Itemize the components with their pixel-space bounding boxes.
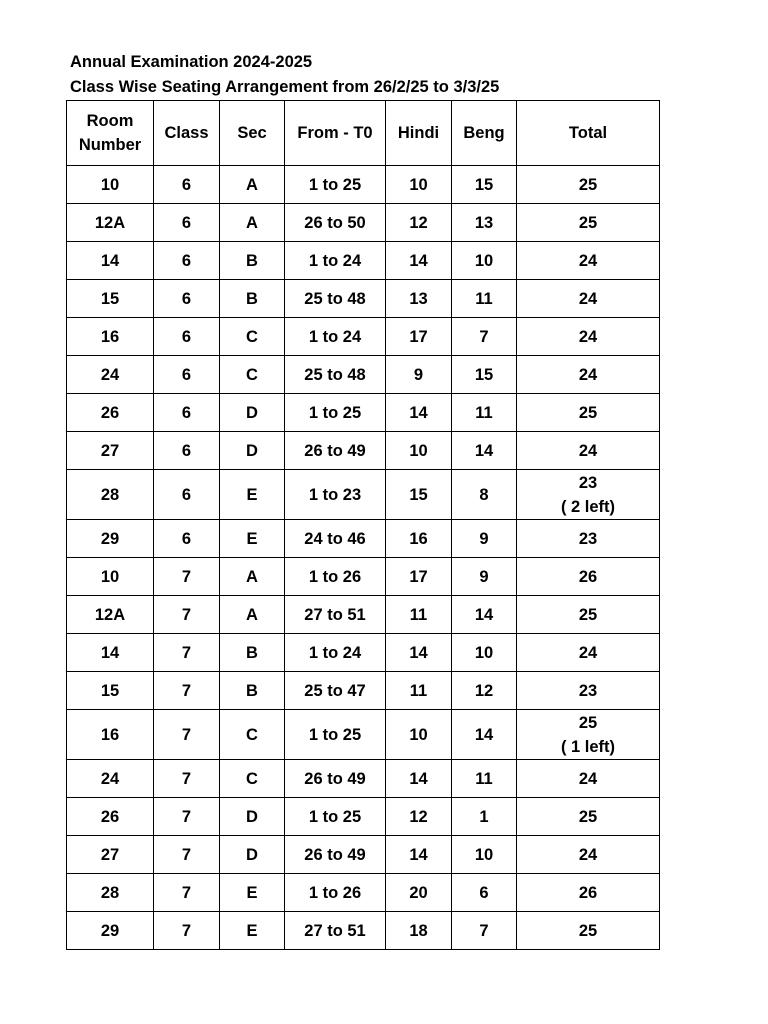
cell-beng: 12 (452, 672, 517, 710)
cell-from-to: 1 to 25 (285, 166, 386, 204)
cell-beng: 14 (452, 432, 517, 470)
cell-room-number: 14 (67, 634, 154, 672)
cell-from-to: 25 to 47 (285, 672, 386, 710)
cell-beng: 11 (452, 760, 517, 798)
table-row (67, 204, 660, 242)
seating-table (66, 100, 660, 950)
cell-hindi: 20 (386, 874, 452, 912)
cell-class: 7 (154, 596, 220, 634)
cell-room-number: 27 (67, 836, 154, 874)
cell-class: 6 (154, 432, 220, 470)
cell-class: 6 (154, 356, 220, 394)
cell-from-to: 1 to 26 (285, 558, 386, 596)
cell-class: 6 (154, 470, 220, 520)
cell-class: 7 (154, 798, 220, 836)
header-beng: Beng (452, 101, 517, 166)
table-row (67, 710, 660, 760)
header-class: Class (154, 101, 220, 166)
cell-class: 7 (154, 558, 220, 596)
cell-sec: E (220, 874, 285, 912)
cell-sec: D (220, 836, 285, 874)
cell-hindi: 10 (386, 432, 452, 470)
cell-total-value: 25 (578, 713, 598, 732)
cell-class: 6 (154, 394, 220, 432)
cell-class: 6 (154, 204, 220, 242)
cell-class: 7 (154, 874, 220, 912)
cell-from-to: 25 to 48 (285, 280, 386, 318)
table-row (67, 760, 660, 798)
cell-beng: 9 (452, 558, 517, 596)
cell-total: 24 (517, 318, 660, 356)
table-row (67, 356, 660, 394)
cell-from-to: 1 to 25 (285, 710, 386, 760)
cell-room-number: 26 (67, 798, 154, 836)
cell-from-to: 1 to 24 (285, 318, 386, 356)
cell-class: 7 (154, 672, 220, 710)
cell-hindi: 10 (386, 710, 452, 760)
document-title: Annual Examination 2024-2025 (70, 53, 313, 71)
header-total: Total (517, 101, 660, 166)
cell-total-value: 23 (578, 473, 598, 492)
cell-beng: 11 (452, 394, 517, 432)
cell-from-to: 1 to 24 (285, 634, 386, 672)
cell-hindi: 14 (386, 836, 452, 874)
table-header-row (67, 101, 660, 166)
cell-sec: E (220, 520, 285, 558)
cell-sec: A (220, 596, 285, 634)
cell-hindi: 11 (386, 596, 452, 634)
cell-room-number: 10 (67, 558, 154, 596)
cell-from-to: 1 to 23 (285, 470, 386, 520)
cell-room-number: 12A (67, 596, 154, 634)
cell-class: 6 (154, 242, 220, 280)
cell-hindi: 14 (386, 242, 452, 280)
cell-room-number: 12A (67, 204, 154, 242)
cell-class: 6 (154, 520, 220, 558)
table-row (67, 166, 660, 204)
cell-sec: E (220, 470, 285, 520)
cell-sec: B (220, 634, 285, 672)
cell-beng: 14 (452, 596, 517, 634)
cell-room-number: 24 (67, 760, 154, 798)
cell-beng: 7 (452, 912, 517, 950)
cell-total: 24 (517, 242, 660, 280)
cell-from-to: 26 to 49 (285, 432, 386, 470)
cell-beng: 10 (452, 836, 517, 874)
table-row (67, 836, 660, 874)
cell-total-note: ( 1 left) (560, 737, 616, 756)
table-row (67, 318, 660, 356)
cell-hindi: 10 (386, 166, 452, 204)
cell-room-number: 26 (67, 394, 154, 432)
cell-room-number: 24 (67, 356, 154, 394)
cell-class: 6 (154, 318, 220, 356)
table-row (67, 672, 660, 710)
header-room-line1: Room (86, 112, 134, 130)
cell-total-note: ( 2 left) (560, 497, 616, 516)
cell-sec: C (220, 710, 285, 760)
table-row (67, 470, 660, 520)
cell-hindi: 17 (386, 558, 452, 596)
table-row (67, 432, 660, 470)
table-row (67, 912, 660, 950)
cell-hindi: 9 (386, 356, 452, 394)
cell-hindi: 18 (386, 912, 452, 950)
cell-beng: 15 (452, 166, 517, 204)
cell-sec: A (220, 558, 285, 596)
cell-beng: 6 (452, 874, 517, 912)
cell-class: 7 (154, 760, 220, 798)
cell-room-number: 16 (67, 710, 154, 760)
cell-sec: E (220, 912, 285, 950)
cell-room-number: 16 (67, 318, 154, 356)
cell-beng: 10 (452, 242, 517, 280)
cell-total (517, 470, 660, 520)
cell-sec: A (220, 204, 285, 242)
cell-room-number: 15 (67, 280, 154, 318)
table-row (67, 874, 660, 912)
cell-from-to: 27 to 51 (285, 912, 386, 950)
cell-hindi: 16 (386, 520, 452, 558)
cell-room-number: 29 (67, 520, 154, 558)
cell-total: 24 (517, 356, 660, 394)
cell-room-number: 28 (67, 470, 154, 520)
cell-from-to: 26 to 49 (285, 836, 386, 874)
cell-class: 6 (154, 166, 220, 204)
cell-beng: 8 (452, 470, 517, 520)
cell-sec: C (220, 356, 285, 394)
cell-hindi: 14 (386, 394, 452, 432)
cell-total: 25 (517, 912, 660, 950)
cell-total: 25 (517, 166, 660, 204)
cell-hindi: 17 (386, 318, 452, 356)
cell-total: 26 (517, 558, 660, 596)
cell-sec: B (220, 672, 285, 710)
cell-beng: 11 (452, 280, 517, 318)
document-subtitle: Class Wise Seating Arrangement from 26/2/25 to 3/3/25 (70, 78, 500, 96)
cell-room-number: 15 (67, 672, 154, 710)
cell-sec: C (220, 318, 285, 356)
cell-class: 7 (154, 836, 220, 874)
header-hindi: Hindi (386, 101, 452, 166)
cell-hindi: 12 (386, 798, 452, 836)
cell-sec: A (220, 166, 285, 204)
table-row (67, 558, 660, 596)
cell-from-to: 1 to 24 (285, 242, 386, 280)
cell-hindi: 14 (386, 634, 452, 672)
cell-total: 24 (517, 836, 660, 874)
cell-sec: D (220, 798, 285, 836)
cell-beng: 13 (452, 204, 517, 242)
cell-from-to: 24 to 46 (285, 520, 386, 558)
cell-beng: 7 (452, 318, 517, 356)
cell-beng: 14 (452, 710, 517, 760)
header-from-to: From - T0 (285, 101, 386, 166)
cell-total: 23 (517, 672, 660, 710)
cell-room-number: 27 (67, 432, 154, 470)
cell-total (517, 710, 660, 760)
cell-sec: D (220, 394, 285, 432)
cell-hindi: 14 (386, 760, 452, 798)
cell-class: 7 (154, 912, 220, 950)
cell-total: 24 (517, 432, 660, 470)
cell-from-to: 1 to 25 (285, 798, 386, 836)
cell-room-number: 28 (67, 874, 154, 912)
table-row (67, 394, 660, 432)
cell-total: 25 (517, 596, 660, 634)
table-row (67, 596, 660, 634)
cell-total: 26 (517, 874, 660, 912)
table-row (67, 798, 660, 836)
cell-total: 25 (517, 798, 660, 836)
cell-room-number: 10 (67, 166, 154, 204)
table-row (67, 520, 660, 558)
cell-sec: C (220, 760, 285, 798)
cell-total: 24 (517, 634, 660, 672)
cell-beng: 1 (452, 798, 517, 836)
cell-total: 24 (517, 760, 660, 798)
cell-from-to: 27 to 51 (285, 596, 386, 634)
header-sec: Sec (220, 101, 285, 166)
table-body (67, 166, 660, 950)
cell-from-to: 1 to 25 (285, 394, 386, 432)
cell-hindi: 11 (386, 672, 452, 710)
cell-total: 23 (517, 520, 660, 558)
table-row (67, 242, 660, 280)
cell-beng: 9 (452, 520, 517, 558)
cell-hindi: 13 (386, 280, 452, 318)
cell-beng: 10 (452, 634, 517, 672)
cell-total: 25 (517, 394, 660, 432)
cell-beng: 15 (452, 356, 517, 394)
cell-sec: B (220, 280, 285, 318)
cell-hindi: 15 (386, 470, 452, 520)
table-row (67, 634, 660, 672)
cell-from-to: 1 to 26 (285, 874, 386, 912)
cell-total: 25 (517, 204, 660, 242)
cell-class: 6 (154, 280, 220, 318)
cell-room-number: 29 (67, 912, 154, 950)
cell-hindi: 12 (386, 204, 452, 242)
cell-from-to: 26 to 50 (285, 204, 386, 242)
cell-room-number: 14 (67, 242, 154, 280)
header-room-number (67, 101, 154, 166)
cell-total: 24 (517, 280, 660, 318)
table-row (67, 280, 660, 318)
cell-sec: D (220, 432, 285, 470)
cell-sec: B (220, 242, 285, 280)
cell-class: 7 (154, 710, 220, 760)
cell-class: 7 (154, 634, 220, 672)
cell-from-to: 26 to 49 (285, 760, 386, 798)
header-room-line2: Number (78, 136, 142, 154)
cell-from-to: 25 to 48 (285, 356, 386, 394)
